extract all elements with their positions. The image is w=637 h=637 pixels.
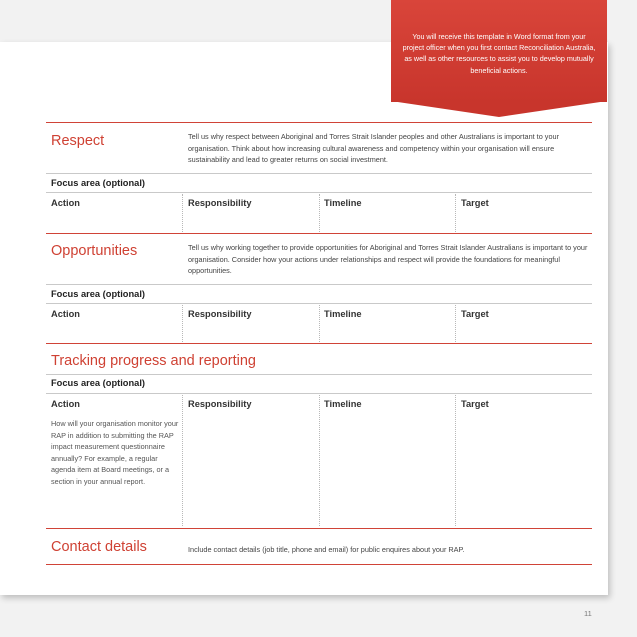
section-description-opportunities: Tell us why working together to provide opportunities for Aboriginal and Torres Strait Islander Australians is important to your organisation. Consider how your actions under relationships and respect will provide the foundations for meaningful opportunities.: [188, 243, 588, 276]
column-separator: [182, 305, 183, 342]
section-title-respect: Respect: [51, 133, 105, 149]
callout-text: You will receive this template in Word format from your project officer when you first contact Reconciliation Australia, as well as other resources to assist you to develop mutually beneficial actions.: [402, 32, 596, 75]
section-title-opportunities: Opportunities: [51, 243, 138, 259]
focus-area-label: Focus area (optional): [51, 178, 146, 188]
column-header-action: Action: [51, 309, 80, 319]
row-divider: [46, 374, 592, 375]
column-header-timeline: Timeline: [324, 198, 362, 208]
section-divider: [46, 564, 592, 565]
section-description-contact: Include contact details (job title, phone and email) for public enquires about your RAP.: [188, 545, 465, 554]
column-separator: [455, 194, 456, 232]
section-title-tracking: Tracking progress and reporting: [51, 353, 256, 369]
column-separator: [319, 305, 320, 342]
column-separator: [319, 194, 320, 232]
row-divider: [46, 393, 592, 394]
section-description-respect: Tell us why respect between Aboriginal and Torres Strait Islander peoples and other Australians is important to your organisation. Think about how increasing cultural awareness and competency within your organisation will ensure sustainability and lead to greater returns on social investment.: [188, 132, 559, 165]
column-separator: [455, 305, 456, 342]
column-header-action: Action: [51, 198, 80, 208]
row-divider: [46, 303, 592, 304]
focus-area-label: Focus area (optional): [51, 378, 146, 388]
callout-arrow: [391, 101, 607, 117]
row-divider: [46, 192, 592, 193]
tracking-action-text: How will your organisation monitor your RAP in addition to submitting the RAP impact measurement questionnaire annually? For example, a regular agenda item at Board meetings, or a section in your annual report.: [51, 419, 179, 486]
info-callout: [391, 0, 607, 102]
column-header-responsibility: Responsibility: [188, 309, 252, 319]
section-divider: [46, 233, 592, 234]
document-page: [0, 42, 608, 595]
column-separator: [182, 395, 183, 526]
section-divider: [46, 343, 592, 344]
row-divider: [46, 173, 592, 174]
column-header-action: Action: [51, 399, 80, 409]
section-divider: [46, 122, 592, 123]
column-header-responsibility: Responsibility: [188, 198, 252, 208]
column-header-timeline: Timeline: [324, 309, 362, 319]
column-header-responsibility: Responsibility: [188, 399, 252, 409]
page-number: 11: [584, 609, 592, 618]
column-header-timeline: Timeline: [324, 399, 362, 409]
column-separator: [319, 395, 320, 526]
column-separator: [182, 194, 183, 232]
column-header-target: Target: [461, 399, 489, 409]
section-divider: [46, 528, 592, 529]
section-title-contact: Contact details: [51, 539, 147, 555]
column-header-target: Target: [461, 198, 489, 208]
row-divider: [46, 284, 592, 285]
column-separator: [455, 395, 456, 526]
column-header-target: Target: [461, 309, 489, 319]
focus-area-label: Focus area (optional): [51, 289, 146, 299]
